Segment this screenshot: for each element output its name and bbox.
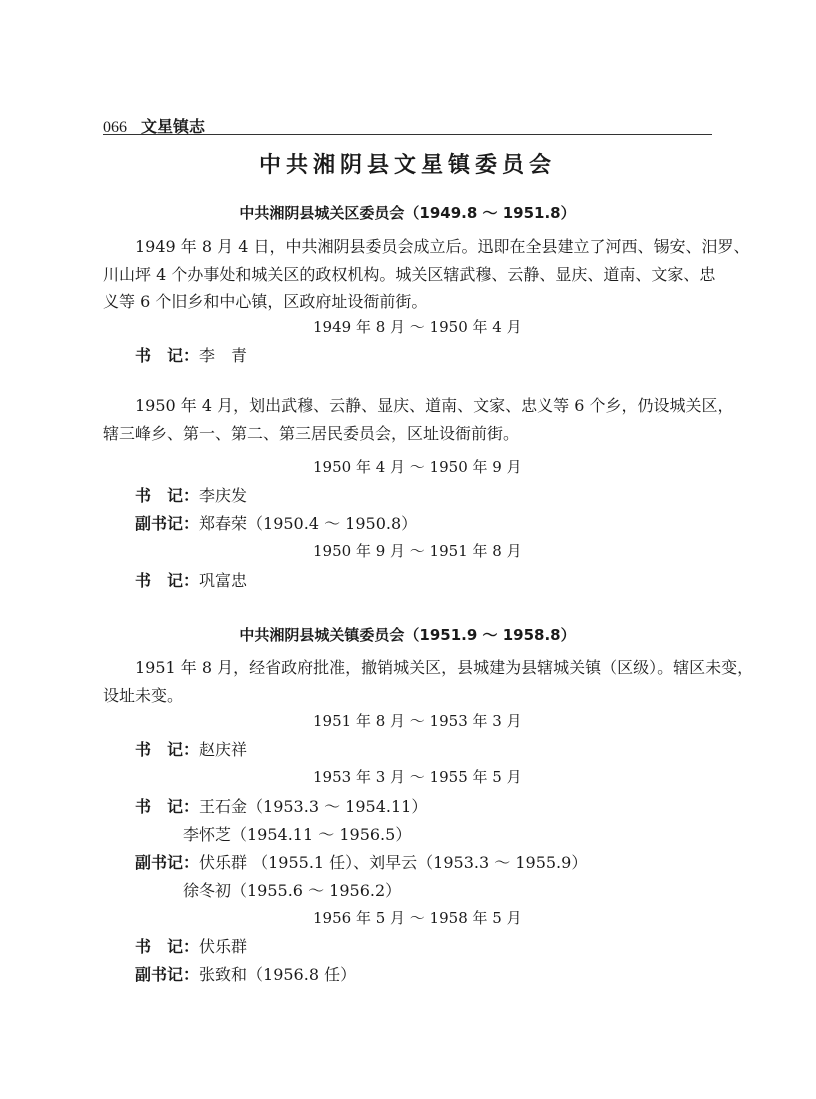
paragraph-line: 设址未变。 [103, 686, 184, 705]
paragraph-line: 1949 年 8 月 4 日，中共湘阴县委员会成立后。迅即在全县建立了河西、锡安、汨罗、 [135, 237, 750, 256]
secretary-entry: 书记：王石金（1953.3 ～ 1954.11） [135, 797, 428, 816]
section2-heading: 中共湘阴县城关镇委员会（1951.9 ～ 1958.8） [239, 626, 576, 644]
secretary-entry-continued: 李怀芝（1954.11 ～ 1956.5） [183, 825, 412, 844]
deputy-secretary-entry: 副书记：郑春荣（1950.4 ～ 1950.8） [135, 514, 418, 533]
header-rule [103, 134, 712, 135]
period-heading: 1951 年 8 月 ～ 1953 年 3 月 [313, 712, 522, 730]
page-title: 中共湘阴县文星镇委员会 [258, 153, 556, 178]
secretary-entry: 书记：伏乐群 [135, 937, 248, 956]
secretary-entry: 书记：赵庆祥 [135, 740, 248, 759]
deputy-secretary-entry: 副书记：伏乐群 （1955.1 任）、刘早云（1953.3 ～ 1955.9） [135, 853, 588, 872]
secretary-entry: 书记：李庆发 [135, 486, 248, 505]
paragraph-line: 川山坪 4 个办事处和城关区的政权机构。城关区辖武穆、云静、显庆、道南、文家、忠 [103, 265, 716, 284]
secretary-entry: 书记：巩富忠 [135, 571, 248, 590]
paragraph-line: 1951 年 8 月，经省政府批准，撤销城关区，县城建为县辖城关镇（区级）。辖区未变， [135, 658, 754, 677]
book-title: 文星镇志 [141, 117, 206, 136]
deputy-secretary-entry: 副书记：张致和（1956.8 任） [135, 965, 357, 984]
paragraph-line: 辖三峰乡、第一、第二、第三居民委员会，区址设衙前街。 [103, 424, 520, 443]
period-heading: 1953 年 3 月 ～ 1955 年 5 月 [313, 768, 522, 786]
period-heading: 1956 年 5 月 ～ 1958 年 5 月 [313, 909, 522, 927]
period-heading: 1950 年 9 月 ～ 1951 年 8 月 [313, 542, 522, 560]
page-number: 066 [103, 119, 127, 136]
period-heading: 1950 年 4 月 ～ 1950 年 9 月 [313, 458, 522, 476]
period-heading: 1949 年 8 月 ～ 1950 年 4 月 [313, 318, 522, 336]
deputy-secretary-entry-continued: 徐冬初（1955.6 ～ 1956.2） [183, 881, 402, 900]
paragraph-line: 义等 6 个旧乡和中心镇，区政府址设衙前街。 [103, 292, 428, 311]
section1-heading: 中共湘阴县城关区委员会（1949.8 ～ 1951.8） [239, 204, 576, 222]
paragraph-line: 1950 年 4 月，划出武穆、云静、显庆、道南、文家、忠义等 6 个乡，仍设城关区， [135, 396, 734, 415]
secretary-entry: 书记：李 青 [135, 346, 248, 365]
